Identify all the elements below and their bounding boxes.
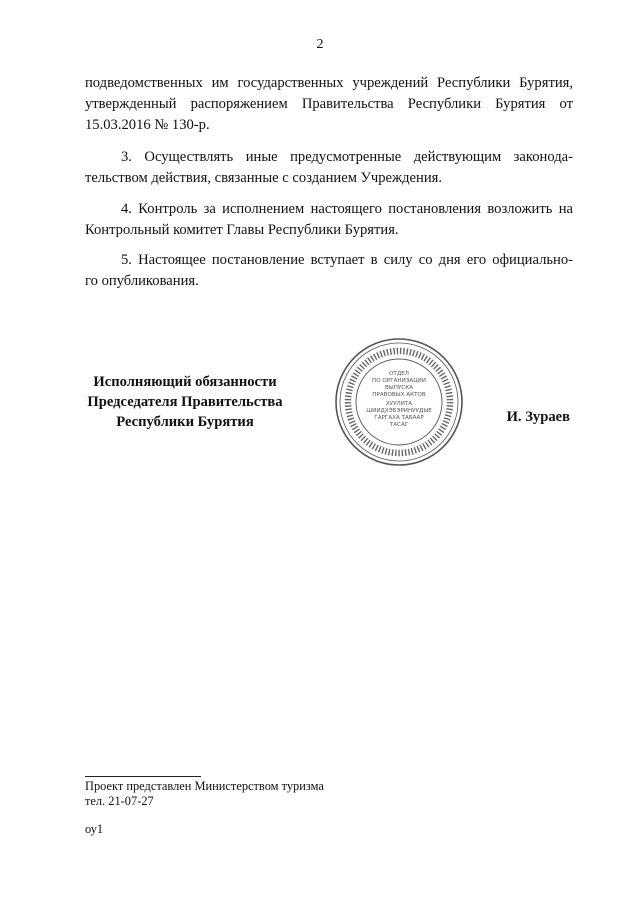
paragraph-3-line-1: 3. Осуществлять иные предусмотренные действующим законода-: [121, 149, 573, 165]
document-code: оу1: [85, 822, 104, 836]
footnote: [85, 779, 324, 809]
footnote-line-2: тел. 21-07-27: [85, 794, 154, 808]
paragraph-5-line-2: го опубликования.: [85, 273, 199, 289]
paragraph-5: [85, 250, 573, 292]
seal-line-4: ПРАВОВЫХ АКТОВ: [372, 392, 426, 398]
signatory-title-line-2: Председателя Правительства: [87, 394, 283, 410]
seal-line-3: ВЫПУСКА: [384, 385, 414, 391]
paragraph-1-line-3: 15.03.2016 № 130-р.: [85, 117, 210, 133]
signatory-title-line-3: Республики Бурятия: [116, 414, 254, 430]
paragraph-4-line-2: Контрольный комитет Главы Республики Бурятия.: [85, 222, 399, 238]
paragraph-1-line-1: подведомственных им государственных учреждений Республики Бурятия,: [85, 75, 573, 91]
seal-line-7: ГАРГАХА ТАБААР: [374, 415, 424, 421]
signatory-name: И. Зураев: [506, 409, 570, 425]
seal-line-2: ПО ОРГАНИЗАЦИИ: [372, 378, 426, 384]
footnote-divider: [85, 776, 201, 777]
paragraph-3: [85, 147, 573, 189]
official-seal: [333, 336, 465, 468]
signatory-title: [82, 372, 288, 432]
signatory-title-line-1: Исполняющий обязанности: [93, 374, 277, 390]
paragraph-4-line-1: 4. Контроль за исполнением настоящего постановления возложить на: [121, 201, 573, 217]
paragraph-4: [85, 199, 573, 241]
paragraph-1-line-2: утвержденный распоряжением Правительства Республики Бурятия от: [85, 96, 573, 112]
page-number: 2: [316, 37, 324, 52]
seal-center-text: [366, 371, 432, 428]
seal-line-8: ТАСАГ: [389, 422, 409, 428]
seal-line-1: ОТДЕЛ: [389, 371, 409, 377]
paragraph-1: [85, 73, 573, 136]
paragraph-5-line-1: 5. Настоящее постановление вступает в силу со дня его официально-: [121, 252, 573, 268]
footnote-line-1: Проект представлен Министерством туризма: [85, 779, 324, 793]
seal-line-6: ШИИДХЭБЭРИНУУДЫЕ: [366, 408, 432, 414]
paragraph-3-line-2: тельством действия, связанные с созданием Учреждения.: [85, 170, 442, 186]
seal-line-5: ХУУЛИТА: [385, 401, 413, 407]
